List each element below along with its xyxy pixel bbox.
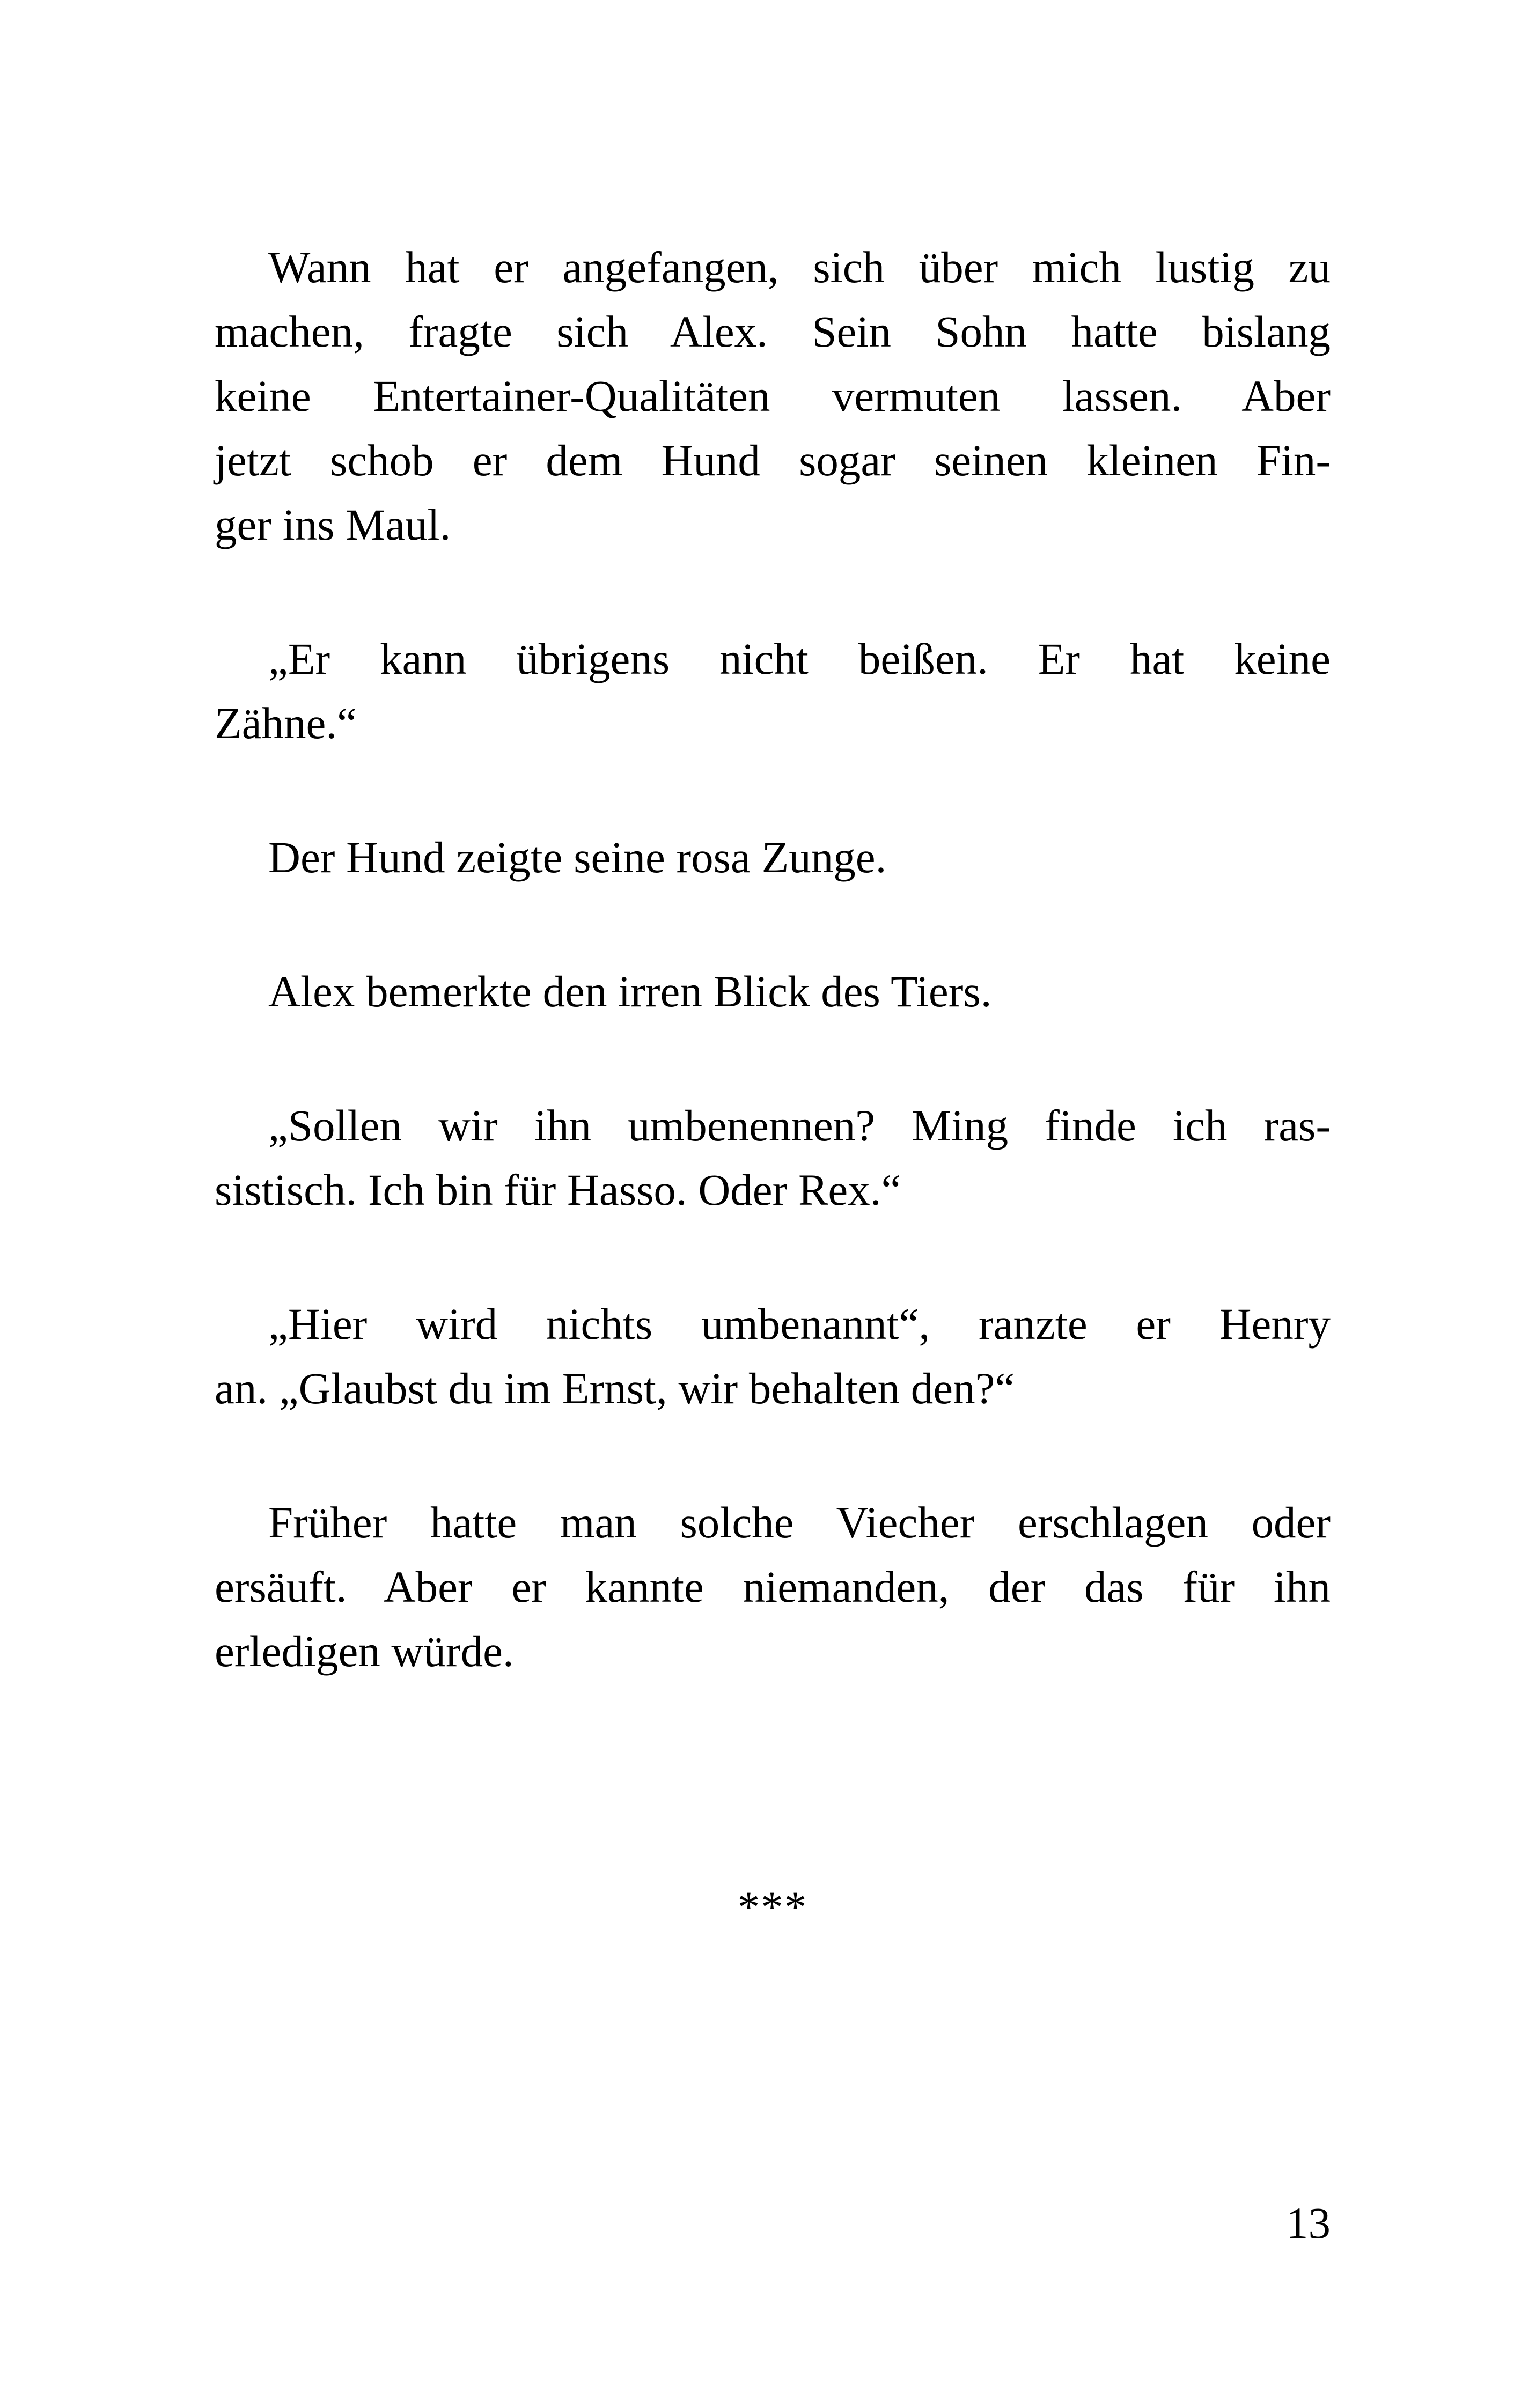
text-line: „Sollen wir ihn umbenennen? Ming finde ich ras- (268, 1101, 1331, 1150)
paragraph (215, 825, 1331, 889)
text-line: „Er kann übrigens nicht beißen. Er hat keine (268, 634, 1331, 683)
section-separator: *** (737, 1882, 808, 1932)
paragraph (215, 959, 1331, 1023)
text-line: Früher hatte man solche Viecher erschlagen oder (268, 1498, 1331, 1547)
text-line: ersäuft. Aber er kannte niemanden, der das für ihn (215, 1562, 1331, 1611)
paragraph (215, 1093, 1331, 1222)
page-number: 13 (1286, 2198, 1331, 2248)
text-line: Der Hund zeigte seine rosa Zunge. (268, 833, 887, 882)
text-block (215, 235, 1331, 1939)
text-line: Wann hat er angefangen, sich über mich lustig zu (268, 242, 1331, 292)
paragraph (215, 627, 1331, 755)
text-line: ger ins Maul. (215, 500, 451, 549)
text-line: keine Entertainer-Qualitäten vermuten lassen. Aber (215, 371, 1331, 421)
paragraph (215, 1490, 1331, 1683)
text-line: Alex bemerkte den irren Blick des Tiers. (268, 967, 992, 1016)
text-line: machen, fragte sich Alex. Sein Sohn hatte bislang (215, 307, 1331, 356)
text-line: Zähne.“ (215, 698, 357, 748)
text-line: sistisch. Ich bin für Hasso. Oder Rex.“ (215, 1165, 901, 1214)
text-line: erledigen würde. (215, 1626, 514, 1676)
paragraph (215, 1292, 1331, 1420)
text-line: jetzt schob er dem Hund sogar seinen kleinen Fin- (215, 436, 1331, 485)
paragraphs (215, 235, 1331, 1683)
text-line: an. „Glaubst du im Ernst, wir behalten den?“ (215, 1364, 1015, 1413)
text-line: „Hier wird nichts umbenannt“, ranzte er Henry (268, 1299, 1331, 1349)
paragraph (215, 235, 1331, 557)
